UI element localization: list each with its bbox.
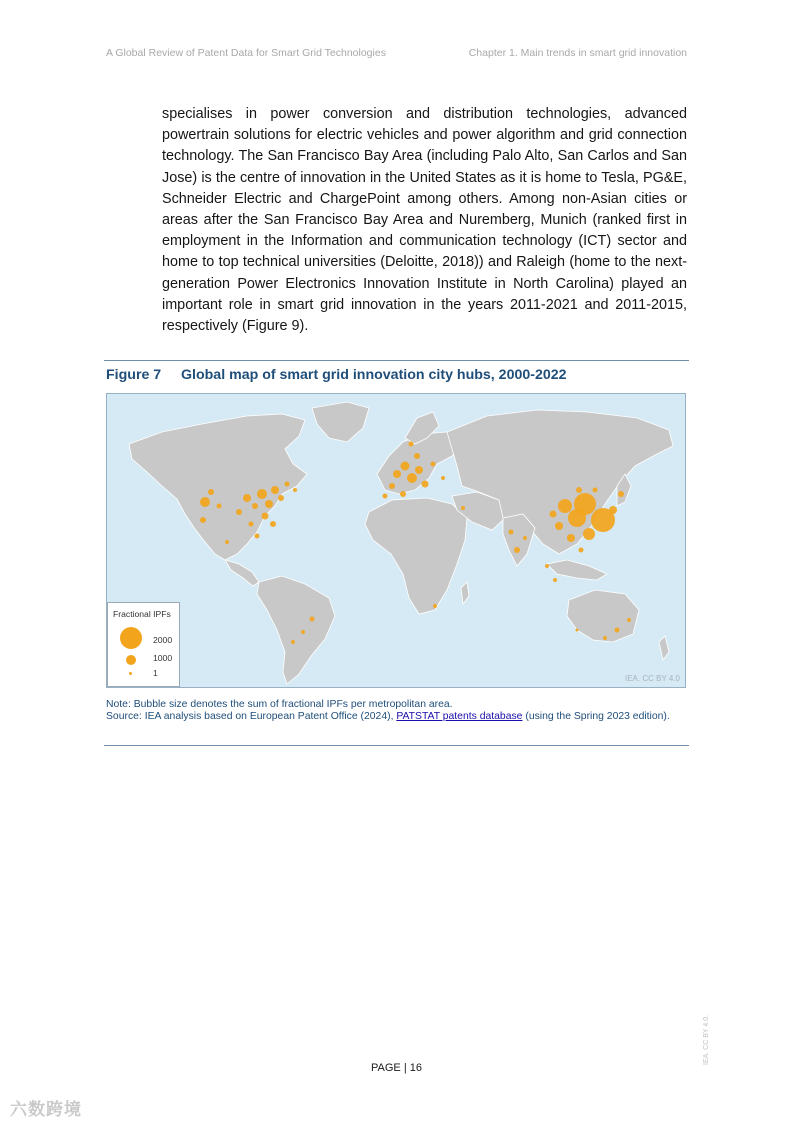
south-america (257, 576, 335, 684)
page-label: PAGE (371, 1062, 401, 1074)
city-hub-bubble (609, 506, 617, 514)
patstat-link[interactable]: PATSTAT patents database (396, 711, 523, 723)
city-hub-bubble (278, 495, 284, 501)
city-hub-bubble (615, 628, 620, 633)
city-hub-bubble (415, 466, 423, 474)
city-hub-bubble (441, 476, 445, 480)
city-hub-bubble (618, 491, 624, 497)
figure-title (106, 367, 567, 383)
running-header-title: A Global Review of Patent Data for Smart Grid Technologies (106, 47, 386, 59)
city-hub-bubble (545, 564, 549, 568)
southeast-asia-islands (547, 560, 607, 580)
world-map (106, 393, 686, 688)
city-hub-bubble (271, 486, 279, 494)
running-header-chapter: Chapter 1. Main trends in smart grid innovation (468, 47, 687, 59)
city-hub-bubble (265, 500, 273, 508)
city-hub-bubble (291, 640, 295, 644)
body-paragraph: specialises in power conversion and distribution technologies, advanced powertrain solutions for electric vehicles and power algorithm and grid connection technology. The San Francisco Bay Area (including Palo Alto, San Carlos and San Jose) is the centre of innovation in the United States as it is home to Tesla, PG&E, Schneider Electric and ChargePoint among others. Among non-Asian cities or areas after the San Francisco Bay Area and Nuremberg, Munich (ranked first in employment in the Information and communication technology (ICT) sector and home to top technical universities (Deloitte, 2018)) and Raleigh (home to the next-generation Power Electronics Innovation Institute in North Carolina) played an important role in smart grid innovation in the years 2011-2021 and 2011-2015, respectively (Figure 9). (162, 106, 687, 335)
city-hub-bubble (407, 473, 417, 483)
city-hub-bubble (252, 503, 258, 509)
city-hub-bubble (270, 521, 276, 527)
greenland (312, 402, 369, 442)
city-hub-bubble (208, 489, 214, 495)
city-hub-bubble (285, 482, 290, 487)
page-separator: | (400, 1062, 410, 1074)
city-hub-bubble (257, 489, 267, 499)
city-hub-bubble (593, 488, 598, 493)
city-hub-bubble (514, 547, 520, 553)
note-line: Note: Bubble size denotes the sum of fractional IPFs per metropolitan area. (106, 699, 453, 710)
map-legend (107, 602, 180, 687)
new-zealand (659, 636, 669, 660)
city-hub-bubble (225, 540, 229, 544)
city-hub-bubble (414, 453, 420, 459)
city-hub-bubble (422, 481, 429, 488)
city-hub-bubble (555, 522, 563, 530)
city-hub-bubble (200, 497, 210, 507)
city-hub-bubble (603, 636, 607, 640)
page-number-value: 16 (409, 1062, 422, 1074)
side-license-text: IEA. CC BY 4.0. (703, 1014, 710, 1065)
city-hub-bubble (433, 604, 437, 608)
city-hub-bubble (383, 494, 388, 499)
city-hub-bubble (255, 534, 260, 539)
city-hub-bubble (389, 483, 395, 489)
city-hub-bubble (293, 488, 297, 492)
world-map-canvas (107, 394, 685, 687)
map-watermark: IEA. CC BY 4.0 (625, 674, 680, 683)
city-hub-bubble (236, 509, 242, 515)
city-hub-bubble (627, 618, 631, 622)
city-hub-bubble (401, 462, 410, 471)
city-hub-bubble (550, 511, 557, 518)
land-masses (129, 402, 673, 684)
legend-bubble-large (120, 627, 142, 649)
city-hub-bubble (310, 617, 315, 622)
legend-title: Fractional IPFs (113, 609, 171, 619)
city-hub-bubble (574, 493, 596, 515)
source-line (106, 711, 676, 723)
corner-logo: 六数跨境 (10, 1100, 82, 1119)
asia (447, 410, 673, 554)
central-america (225, 560, 259, 586)
source-prefix: Source: IEA analysis based on European Patent Office (2024), (106, 711, 397, 723)
north-america (129, 414, 307, 560)
city-hub-bubble (409, 442, 414, 447)
city-hub-bubble (579, 548, 584, 553)
city-hub-bubble (461, 506, 465, 510)
australia (567, 590, 639, 642)
legend-bubble-medium (126, 655, 136, 665)
city-hub-bubble (217, 504, 222, 509)
india (503, 514, 535, 566)
legend-label-large: 2000 (153, 635, 173, 645)
legend-label-medium: 1000 (153, 653, 173, 663)
city-hub-bubble (523, 536, 527, 540)
city-hub-bubble (431, 462, 436, 467)
source-suffix: (using the Spring 2023 edition). (522, 711, 670, 723)
africa (365, 498, 467, 614)
legend-bubble-small (129, 672, 132, 675)
city-hub-bubble (262, 513, 269, 520)
city-hub-bubble (553, 578, 557, 582)
city-hub-bubble (558, 499, 572, 513)
city-hub-bubble (301, 630, 305, 634)
figure-bottom-rule (104, 745, 689, 746)
page-number (0, 1062, 793, 1074)
legend-label-small: 1 (153, 668, 158, 678)
figure-number: Figure 7 (106, 367, 162, 383)
city-hub-bubble (567, 534, 575, 542)
city-hub-bubble (243, 494, 251, 502)
city-hub-bubble (400, 491, 406, 497)
city-hub-bubble (509, 530, 514, 535)
city-hub-bubble (200, 517, 206, 523)
city-hub-bubble (249, 522, 254, 527)
city-hub-bubble (583, 528, 595, 540)
figure-caption: Global map of smart grid innovation city hubs, 2000-2022 (181, 367, 567, 383)
figure-notes (106, 699, 676, 724)
madagascar (461, 582, 469, 604)
figure-top-rule (104, 360, 689, 361)
city-hub-bubble (393, 470, 401, 478)
city-hub-bubble (576, 629, 579, 632)
city-hub-bubble (576, 487, 582, 493)
